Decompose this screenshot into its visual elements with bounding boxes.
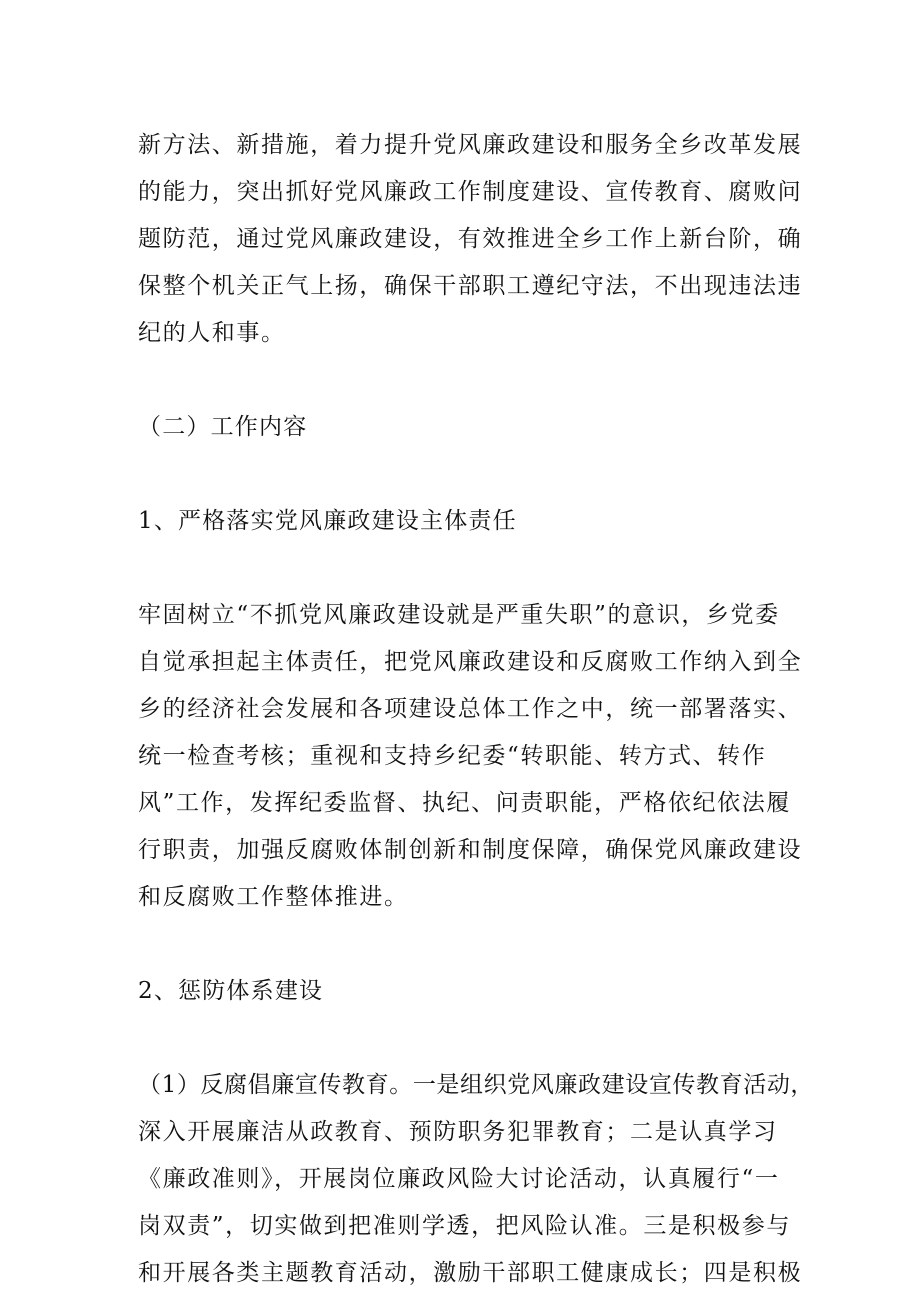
body-line: 新方法、新措施，着力提升党风廉政建设和服务全乡改革发展	[138, 132, 803, 158]
body-line: （1）反腐倡廉宣传教育。一是组织党风廉政建设宣传教育活动，	[138, 1072, 815, 1098]
body-line: 岗双责”，切实做到把准则学透，把风险认准。三是积极参与	[138, 1213, 791, 1239]
blank-line	[138, 545, 798, 592]
body-line: 《廉政准则》，开展岗位廉政风险大讨论活动，认真履行“一	[138, 1166, 780, 1192]
subsection-heading: 2、惩防体系建设	[138, 978, 324, 1004]
body-line: 行职责，加强反腐败体制创新和制度保障，确保党风廉政建设	[138, 837, 803, 863]
body-line: 自觉承担起主体责任，把党风廉政建设和反腐败工作纳入到全	[138, 649, 803, 675]
body-line: 统一检查考核；重视和支持乡纪委“转职能、转方式、转作	[138, 743, 767, 769]
blank-line	[138, 1015, 798, 1062]
blank-line	[138, 357, 798, 404]
body-line: 题防范，通过党风廉政建设，有效推进全乡工作上新台阶，确	[138, 226, 803, 252]
body-line: 保整个机关正气上扬，确保干部职工遵纪守法，不出现违法违	[138, 273, 803, 299]
body-line: 和反腐败工作整体推进。	[138, 884, 409, 910]
body-line: 风”工作，发挥纪委监督、执纪、问责职能，严格依纪依法履	[138, 790, 791, 816]
blank-line	[138, 451, 798, 498]
body-line: 牢固树立“不抓党风廉政建设就是严重失职”的意识，乡党委	[138, 602, 780, 628]
body-line: 的能力，突出抓好党风廉政工作制度建设、宣传教育、腐败问	[138, 179, 803, 205]
body-line: 乡的经济社会发展和各项建设总体工作之中，统一部署落实、	[138, 696, 803, 722]
document-body	[138, 122, 815, 1297]
body-line: 深入开展廉洁从政教育、预防职务犯罪教育；二是认真学习	[138, 1119, 778, 1145]
blank-line	[138, 921, 798, 968]
subsection-heading: 1、严格落实党风廉政建设主体责任	[138, 508, 517, 534]
body-line: 纪的人和事。	[138, 320, 286, 346]
body-line: 和开展各类主题教育活动，激励干部职工健康成长；四是积极	[138, 1260, 803, 1286]
section-heading: （二）工作内容	[138, 414, 308, 440]
